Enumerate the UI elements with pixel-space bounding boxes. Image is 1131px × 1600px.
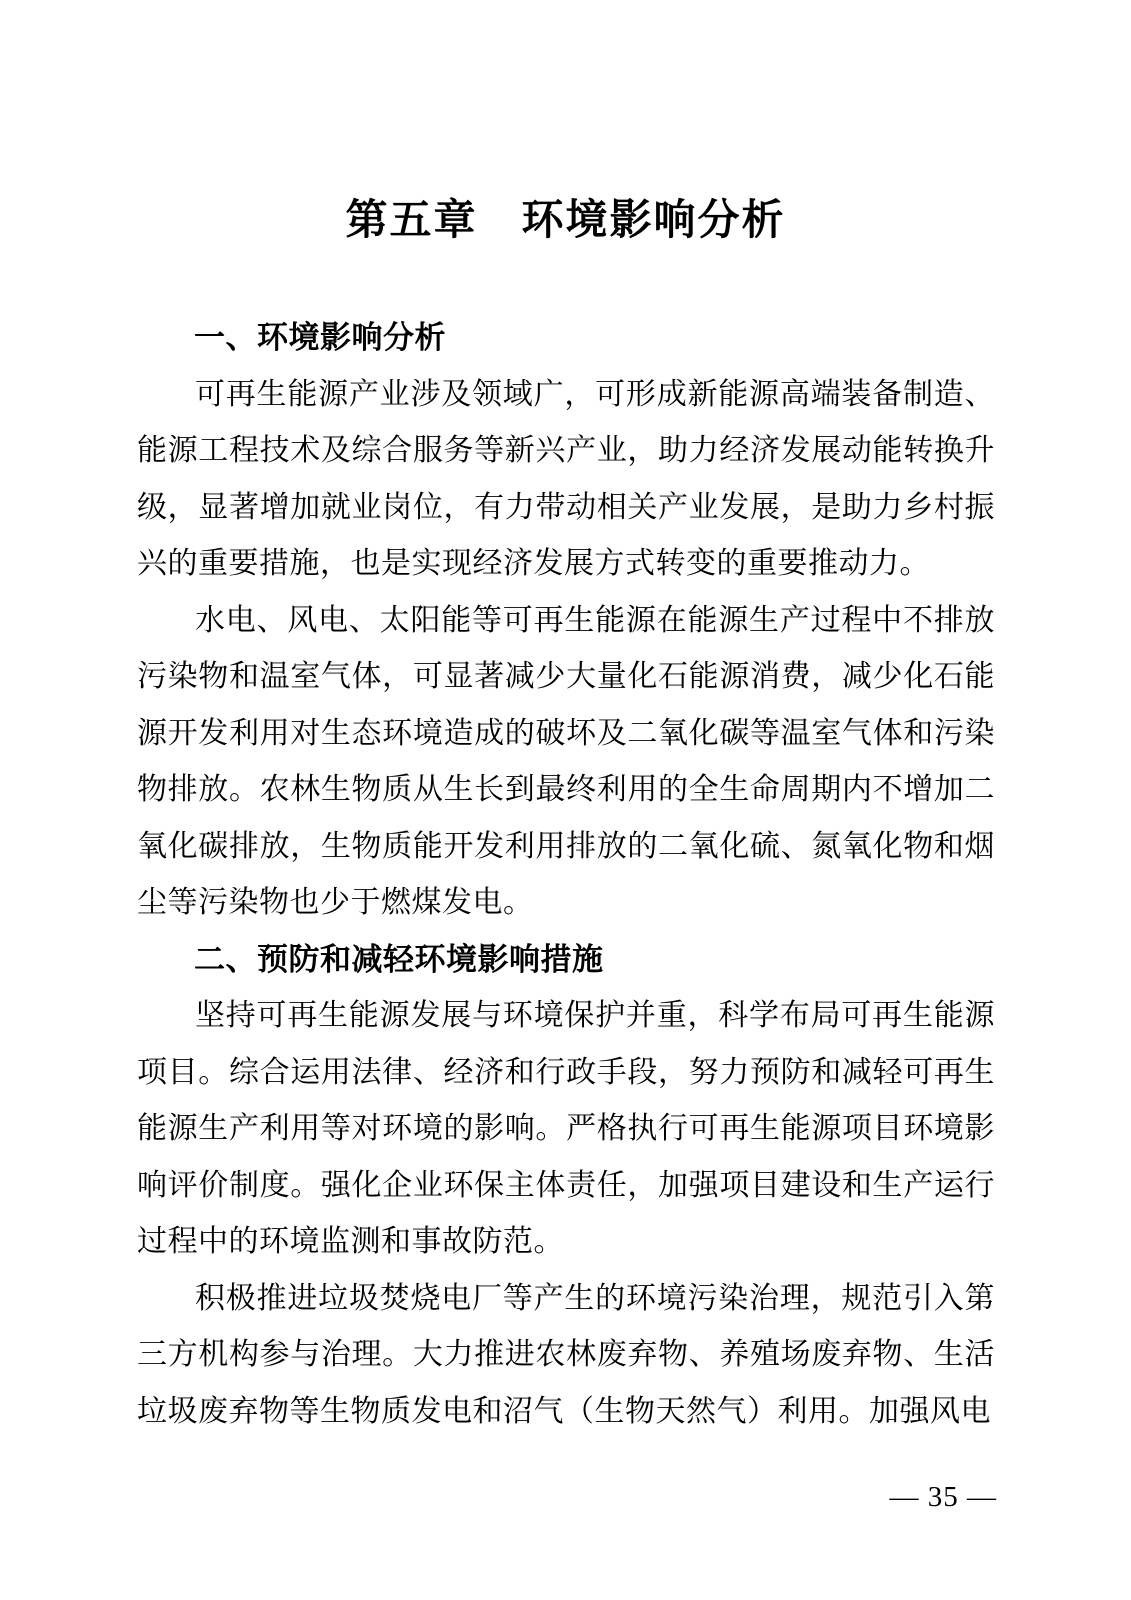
chapter-title: 第五章 环境影响分析 — [345, 198, 786, 244]
page-number: — 35 — — [889, 1481, 997, 1513]
paragraph: 积极推进垃圾焚烧电厂等产生的环境污染治理，规范引入第三方机构参与治理。大力推进农林废弃物、养殖场废弃物、生活垃圾废弃物等生物质发电和沼气（生物天然气）利用。加强风电 — [137, 1281, 995, 1428]
paragraph: 可再生能源产业涉及领域广，可形成新能源高端装备制造、能源工程技术及综合服务等新兴产业，助力经济发展动能转换升级，显著增加就业岗位，有力带动相关产业发展，是助力乡村振兴的重要措施，也是实现经济发展方式转变的重要推动力。 — [137, 377, 995, 580]
section-heading-prevention-mitigation-measures: 二、预防和减轻环境影响措施 — [194, 941, 604, 977]
paragraph: 坚持可再生能源发展与环境保护并重，科学布局可再生能源项目。综合运用法律、经济和行政手段，努力预防和减轻可再生能源生产利用等对环境的影响。严格执行可再生能源项目环境影响评价制度。强化企业环保主体责任，加强项目建设和生产运行过程中的环境监测和事故防范。 — [137, 999, 995, 1258]
paragraph: 水电、风电、太阳能等可再生能源在能源生产过程中不排放污染物和温室气体，可显著减少大量化石能源消费，减少化石能源开发利用对生态环境造成的破坏及二氧化碳等温室气体和污染物排放。农林生物质从生长到最终利用的全生命周期内不增加二氧化碳排放，生物质能开发利用排放的二氧化硫、氮氧化物和烟尘等污染物也少于燃煤发电。 — [137, 603, 995, 919]
document-body — [137, 246, 995, 1440]
section-heading-environmental-impact-analysis: 一、环境影响分析 — [194, 320, 446, 355]
